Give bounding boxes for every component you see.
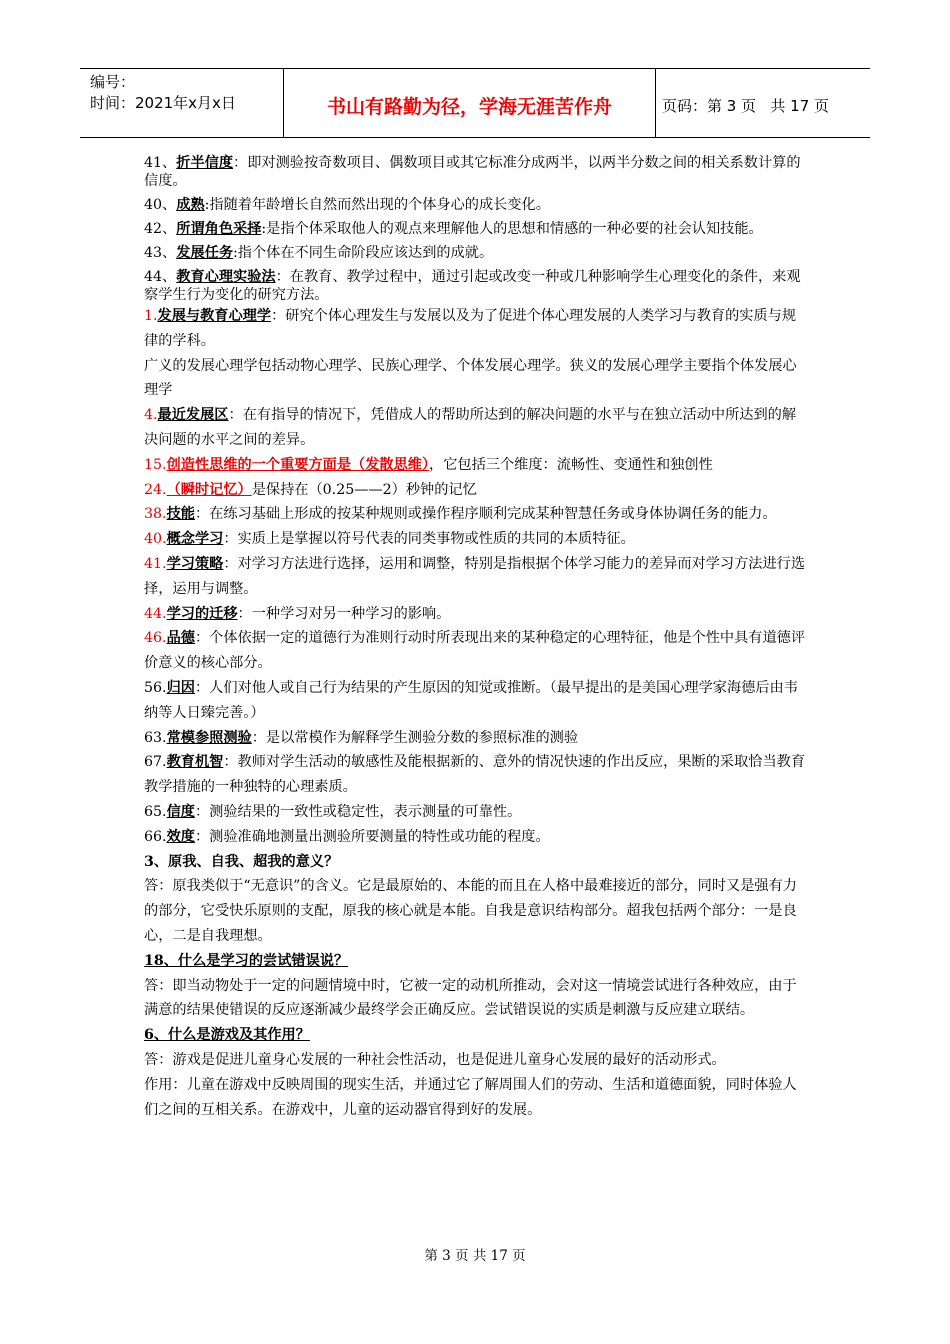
definition-entry: 40、成熟:指随着年龄增长自然而然出现的个体身心的成长变化。 [144, 197, 550, 213]
header-meta [80, 69, 283, 137]
term: 归因 [166, 679, 195, 696]
term: （瞬时记忆） [166, 481, 252, 498]
document-body [144, 154, 808, 1122]
definition-entry: 44.学习的迁移：一种学习对另一种学习的影响。 [144, 605, 451, 622]
term: 学习策略 [166, 555, 224, 572]
page-header [80, 68, 870, 138]
doc-number: 编号： [90, 73, 136, 91]
term: 所谓角色采择 [176, 221, 262, 237]
answer-text: 答：游戏是促进儿童身心发展的一种社会性活动，也是促进儿童身心发展的最好的活动形式。 [144, 1051, 726, 1068]
term: 成熟 [176, 197, 205, 213]
header-motto: 书山有路勤为径，学海无涯苦作舟 [283, 69, 656, 137]
term: 信度 [166, 803, 195, 820]
term: 教育心理实验法 [176, 269, 276, 285]
answer-extra: 作用：儿童在游戏中反映周围的现实生活，并通过它了解周围人们的劳动、生活和道德面貌，同时体验人们之间的互相关系。在游戏中，儿童的运动器官得到好的发展。 [144, 1076, 797, 1118]
definition-note: 广义的发展心理学包括动物心理学、民族心理学、个体发展心理学。狭义的发展心理学主要指个体发展心理学 [144, 357, 797, 399]
definition-entry: 44、教育心理实验法：在教育、教学过程中，通过引起或改变一种或几种影响学生心理变化的条件，来观察学生行为变化的研究方法。 [144, 269, 801, 303]
term: 学习的迁移 [166, 605, 238, 622]
definition-entry: 41.学习策略：对学习方法进行选择，运用和调整，特别是指根据个体学习能力的差异而对学习方法进行选择，运用与调整。 [144, 555, 806, 597]
definition-entry: 38.技能：在练习基础上形成的按某种规则或操作程序顺利完成某种智慧任务或身体协调任务的能力。 [144, 506, 777, 523]
definition-entry: 46.品德：个体依据一定的道德行为准则行动时所表现出来的某种稳定的心理特征，他是个性中具有道德评价意义的核心部分。 [144, 630, 806, 672]
definition-entry: 63.常模参照测验：是以常模作为解释学生测验分数的参照标准的测验 [144, 729, 579, 746]
term: 常模参照测验 [166, 729, 252, 746]
question-heading: 6、什么是游戏及其作用？ [144, 1027, 310, 1044]
term: 效度 [166, 828, 195, 845]
term: 品德 [166, 630, 195, 647]
question-heading: 3、原我、自我、超我的意义？ [144, 853, 339, 870]
term: 教育机智 [166, 754, 224, 771]
definition-entry: 15.创造性思维的一个重要方面是（发散思维），它包括三个维度：流畅性、变通性和独创性 [144, 456, 713, 473]
term: 最近发展区 [157, 407, 229, 424]
answer-text: 答：原我类似于“无意识”的含义。它是最原始的、本能的而且在人格中最难接近的部分，同时又是强有力的部分，它受快乐原则的支配，原我的核心就是本能。自我是意识结构部分。超我包括两个部分：一是良心，二是自我理想。 [144, 878, 797, 944]
term: 技能 [166, 506, 195, 523]
definition-entry: 43、发展任务:指个体在不同生命阶段应该达到的成就。 [144, 245, 494, 261]
term: 发展任务 [176, 245, 234, 261]
question-heading: 18、什么是学习的尝试错误说？ [144, 952, 349, 969]
header-page-number: 页码：第 3 页 共 17 页 [662, 96, 830, 115]
definition-entry: 65.信度：测验结果的一致性或稳定性，表示测量的可靠性。 [144, 803, 522, 820]
term: 发展与教育心理学 [157, 308, 272, 324]
term: 概念学习 [166, 531, 224, 548]
definition-entry: 4.最近发展区：在有指导的情况下，凭借成人的帮助所达到的解决问题的水平与在独立活动中所达到的解决问题的水平之间的差异。 [144, 407, 797, 448]
page-footer: 第 3 页 共 17 页 [424, 1248, 526, 1264]
definition-entry: 67.教育机智：教师对学生活动的敏感性及能根据新的、意外的情况快速的作出反应，果断的采取恰当教育教学措施的一种独特的心理素质。 [144, 754, 806, 796]
definition-entry: 66.效度：测验准确地测量出测验所要测量的特性或功能的程度。 [144, 828, 550, 845]
definition-entry: 42、所谓角色采择:是指个体采取他人的观点来理解他人的思想和情感的一种必要的社会认知技能。 [144, 221, 763, 237]
answer-text: 答：即当动物处于一定的问题情境中时，它被一定的动机所推动，会对这一情境尝试进行各种效应，由于满意的结果使错误的反应逐渐减少最终学会正确反应。尝试错误说的实质是刺激与反应建立联结。 [144, 977, 797, 1019]
definition-entry: 56.归因：人们对他人或自己行为结果的产生原因的知觉或推断。（最早提出的是美国心理学家海德后由韦纳等人日臻完善。） [144, 679, 798, 721]
definition-entry: 1.发展与教育心理学：研究个体心理发生与发展以及为了促进个体心理发展的人类学习与教育的实质与规律的学科。 [144, 308, 797, 349]
doc-date: 时间：2021年x月x日 [90, 94, 236, 112]
definition-entry: 41、折半信度：即对测验按奇数项目、偶数项目或其它标准分成两半，以两半分数之间的相关系数计算的信度。 [144, 155, 801, 189]
definition-entry: 24.（瞬时记忆）是保持在（0.25——2）秒钟的记忆 [144, 481, 477, 498]
term: 折半信度 [176, 155, 234, 171]
term: 创造性思维的一个重要方面是（发散思维） [166, 456, 430, 473]
definition-entry: 40.概念学习：实质上是掌握以符号代表的同类事物或性质的共同的本质特征。 [144, 531, 635, 548]
